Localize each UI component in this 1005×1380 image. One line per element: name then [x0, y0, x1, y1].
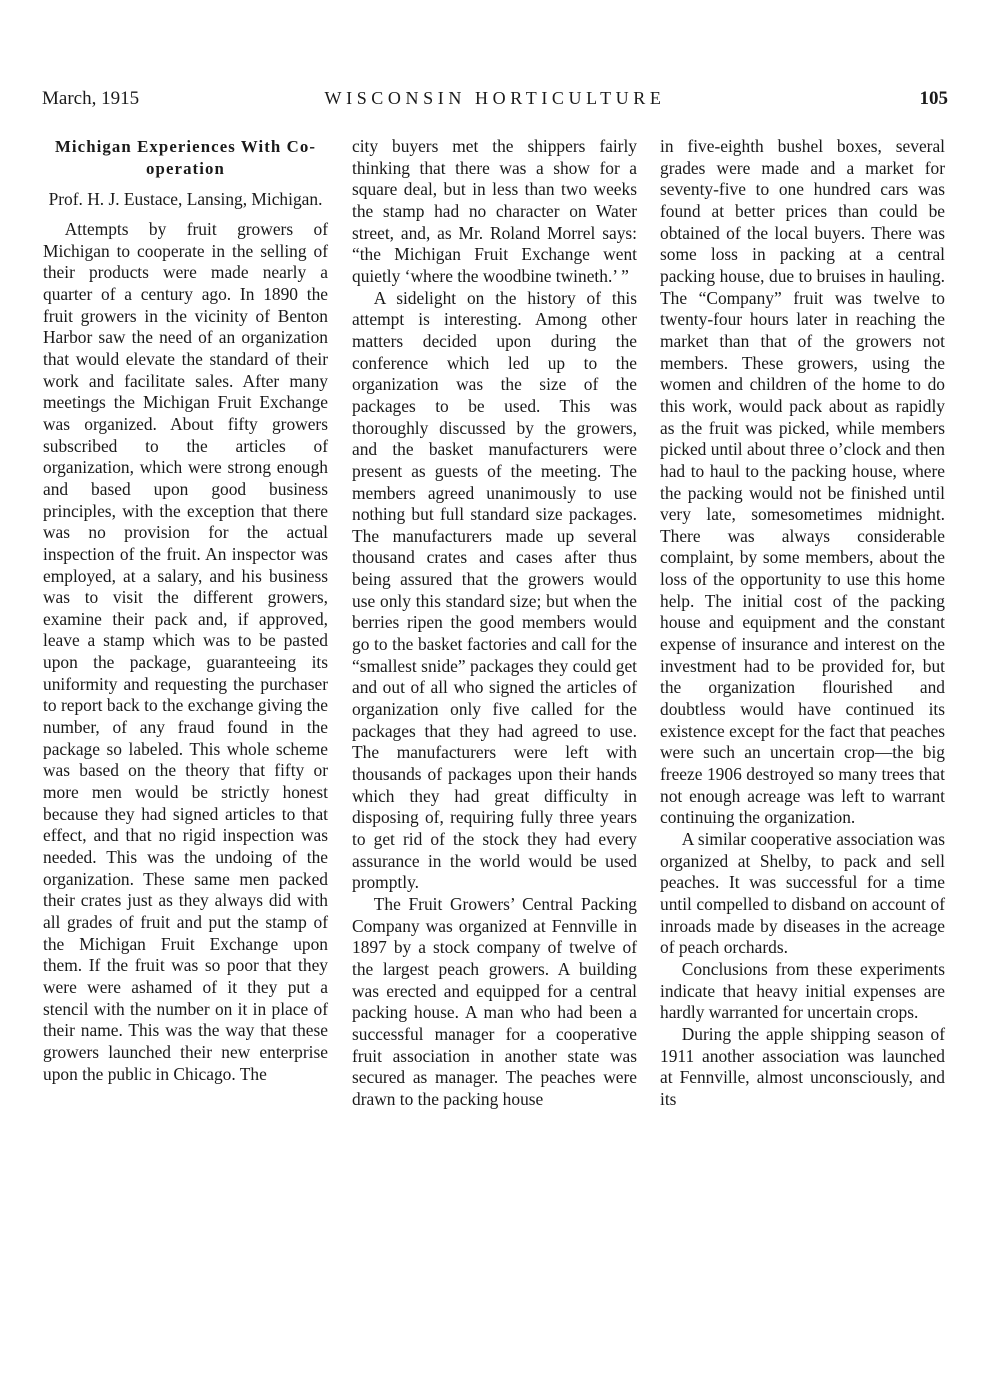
paragraph: During the apple shipping season of 1911 another association was launched at Fennville, almost unconsciously, and its: [660, 1023, 945, 1109]
paragraph: city buyers met the shippers fairly thinking that there was a show for a square deal, but in less than two weeks the stamp had no character on Water street, and, as Mr. Roland Morrel says: “the Michigan Fruit Exchange went quietly ‘where the woodbine twineth.’ ”: [352, 136, 637, 286]
text-column-3: [660, 136, 945, 1111]
paragraph: in five-eighth bushel boxes, several grades were made and a market for seventy-five to one hundred cars was found at better prices than could be obtained of the local buyers. There was some loss in packing at a central packing house, due to bruises in hauling. The “Company” fruit was twelve to twenty-four hours later in reaching the market than that of the growers not members. These growers, using the women and children of the home to do this work, would pack about as rapidly as the fruit was picked, while members picked until about three o’clock and then had to haul to the packing house, where the packing would not be finished until very late, somesometimes midnight. There was always considerable complaint, by some members, about the loss of the opportunity to use this home help. The initial cost of the packing house and equipment and the constant expense of insurance and interest on the investment had to be provided for, but the organization flourished and doubtless would have continued its existence except for the fact that peaches were such an uncertain crop—the big freeze 1906 destroyed so many trees that not enough acreage was left to warrant continuing the organization.: [660, 136, 945, 828]
paragraph: Attempts by fruit growers of Michigan to cooperate in the selling of their products were made nearly a quarter of a century ago. In 1890 the fruit growers in the vicinity of Benton Harbor saw the need of an organization that would elevate the standard of their work and facilitate sales. After many meetings the Michigan Fruit Exchange was organized. About fifty growers subscribed to the articles of organization, which were strong enough and based upon good business principles, with the exception that there was no provision for the actual inspection of the fruit. An inspector was employed, at a salary, and his business was to visit the different growers, examine their pack and, if approved, leave a stamp which was to be pasted upon the package, guaranteeing its uniformity and requesting the purchaser to report back to the exchange giving the number, of any fraud found in the package so labeled. This whole scheme was based on the theory that fifty or more men would be strictly honest because they had signed articles to that effect, and that no rigid inspection was needed. This was the undoing of the organization. These same men packed their crates just as they always did with all grades of fruit and put the stamp of the Michigan Fruit Exchange upon them. If the fruit was so poor that they were were ashamed of it they put a stencil with the number on it in place of their name. This was the way that these growers launched their new enterprise upon the public in Chicago. The: [43, 219, 328, 1084]
running-head: [42, 88, 948, 114]
paragraph: Conclusions from these experiments indicate that heavy initial expenses are hardly warranted for uncertain crops.: [660, 958, 945, 1023]
paragraph: A similar cooperative association was organized at Shelby, to pack and sell peaches. It was successful for a time until compelled to disband on account of inroads made by diseases in the acreage of peach orchards.: [660, 829, 945, 958]
paragraph: The Fruit Growers’ Central Packing Company was organized at Fennville in 1897 by a stock company of twelve of the largest peach growers. A building was erected and equipped for a central packing house. A man who had been a successful manager for a cooperative fruit association in another state was secured as manager. The peaches were drawn to the packing house: [352, 893, 637, 1109]
publication-title: WISCONSIN HORTICULTURE: [324, 88, 666, 108]
page-number: 105: [919, 88, 948, 109]
text-column-2: [352, 136, 637, 1111]
issue-date: March, 1915: [42, 88, 140, 109]
text-column-1: [43, 136, 328, 1085]
paragraph: A sidelight on the history of this attempt is interesting. Among other matters decided upon during the conference which led up to the organization was the size of the packages to be used. This was thoroughly discussed by the growers, and the basket manufacturers were present as guests of the meeting. The members agreed unanimously to use nothing but full standard size packages. The manufacturers made up several thousand crates and cases after thus being assured that the growers would use only this standard size; but when the berries ripen the good members would go to the basket factories and call for the “smallest snide” packages they could get and out of all who signed the articles of organization only five called for the packages that they had agreed to use. The manufacturers were left with thousands of packages upon their hands which they had great difficulty in disposing of, requiring fully three years to get rid of the stock they had every assurance in the world would be used promptly.: [352, 287, 637, 893]
article-byline: Prof. H. J. Eustace, Lansing, Michigan.: [48, 189, 323, 209]
article-title: Michigan Experiences With Co-operation: [54, 137, 317, 178]
